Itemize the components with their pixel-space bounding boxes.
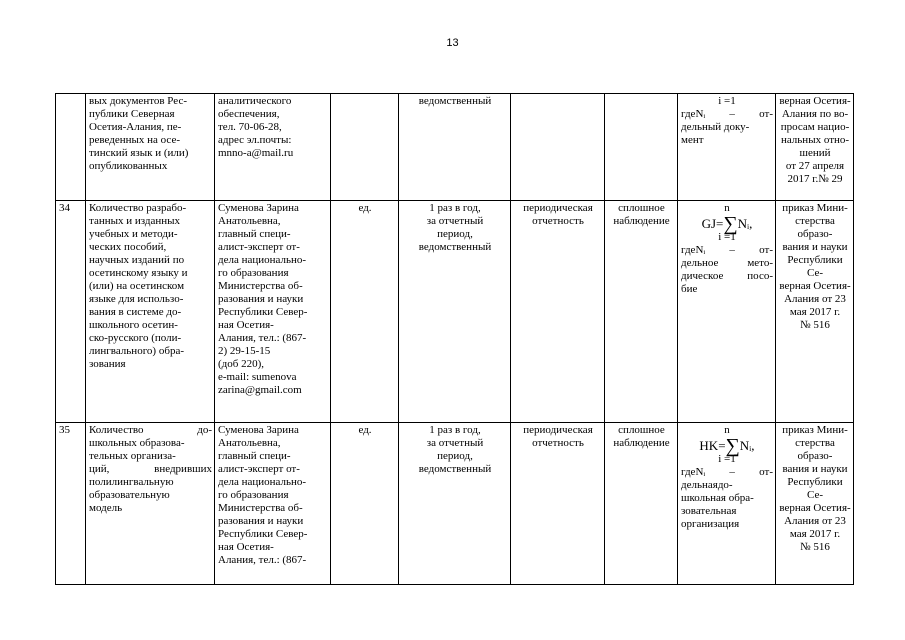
form-cell: периодическая отчетность xyxy=(511,423,605,585)
basis-cell: приказ Мини- стерства образо- вания и науки Республики Се- верная Осетия- Алания от 23 мая 2017 г. № 516 xyxy=(776,423,854,585)
row-number xyxy=(56,94,86,201)
method-cell: сплошное наблюдение xyxy=(605,423,678,585)
responsible-cell: аналитического обеспечения, тел. 70-06-28, адрес эл.почты: mnno-a@mail.ru xyxy=(215,94,331,201)
indicator-cell: Количество до- школьных образова- тельных организа- ций, внедривших полилингвальную образовательную модель xyxy=(86,423,215,585)
sum-formula: n HK=∑Nᵢ, i =1 xyxy=(699,424,755,465)
periodicity-cell: 1 раз в год, за отчетный период, ведомственный xyxy=(399,201,511,423)
indicator-cell: Количество разрабо- танных и изданных учебных и методи- ческих пособий, научных изданий по осетинскому языку и (или) на осетинском языке для использо- вания в системе до- школьного осетин- ско-русского (поли- лингвального) обра- зования xyxy=(86,201,215,423)
sum-formula: n GJ=∑Nᵢ, i =1 xyxy=(701,202,753,243)
sum-sign: ∑ xyxy=(723,213,738,235)
basis-cell: приказ Мини- стерства образо- вания и науки Республики Се- верная Осетия- Алания от 23 мая 2017 г. № 516 xyxy=(776,201,854,423)
table-row xyxy=(56,423,854,585)
formula-cell: n HK=∑Nᵢ, i =1 гдеNᵢ – от- дельнаядо- школьная обра- зовательная организация xyxy=(678,423,776,585)
responsible-cell: Суменова Зарина Анатольевна, главный специ- алист-эксперт от- дела национально- го образования Министерства об- разования и науки Республики Север- ная Осетия- Алания, тел.: (867- 2) 29-15-15 (доб 220), e-mail: sumenova zarina@gmail.com xyxy=(215,201,331,423)
responsible-cell: Суменова Зарина Анатольевна, главный специ- алист-эксперт от- дела национально- го образования Министерства об- разования и науки Республики Север- ная Осетия- Алания, тел.: (867- xyxy=(215,423,331,585)
indicators-table xyxy=(55,93,854,585)
unit-cell: ед. xyxy=(331,423,399,585)
basis-cell: верная Осетия- Алания по во- просам нацио- нальных отно- шений от 27 апреля 2017 г.№ 29 xyxy=(776,94,854,201)
periodicity-cell: 1 раз в год, за отчетный период, ведомственный xyxy=(399,423,511,585)
form-cell: периодическая отчетность xyxy=(511,201,605,423)
row-number: 35 xyxy=(56,423,86,585)
indicator-cell: вых документов Рес- публики Северная Осетия-Алания, пе- реведенных на осе- тинский язык и (или) опубликованных xyxy=(86,94,215,201)
unit-cell xyxy=(331,94,399,201)
table-row xyxy=(56,94,854,201)
method-cell: сплошное наблюдение xyxy=(605,201,678,423)
method-cell xyxy=(605,94,678,201)
periodicity-cell: ведомственный xyxy=(399,94,511,201)
sum-sign: ∑ xyxy=(725,435,740,457)
unit-cell: ед. xyxy=(331,201,399,423)
formula-cell: n GJ=∑Nᵢ, i =1 гдеNᵢ – от- дельное мето- дическое посо- бие xyxy=(678,201,776,423)
formula-cell: i =1 гдеNᵢ – от- дельный доку- мент xyxy=(678,94,776,201)
page-number: 13 xyxy=(446,37,459,49)
form-cell xyxy=(511,94,605,201)
table-row xyxy=(56,201,854,423)
row-number: 34 xyxy=(56,201,86,423)
